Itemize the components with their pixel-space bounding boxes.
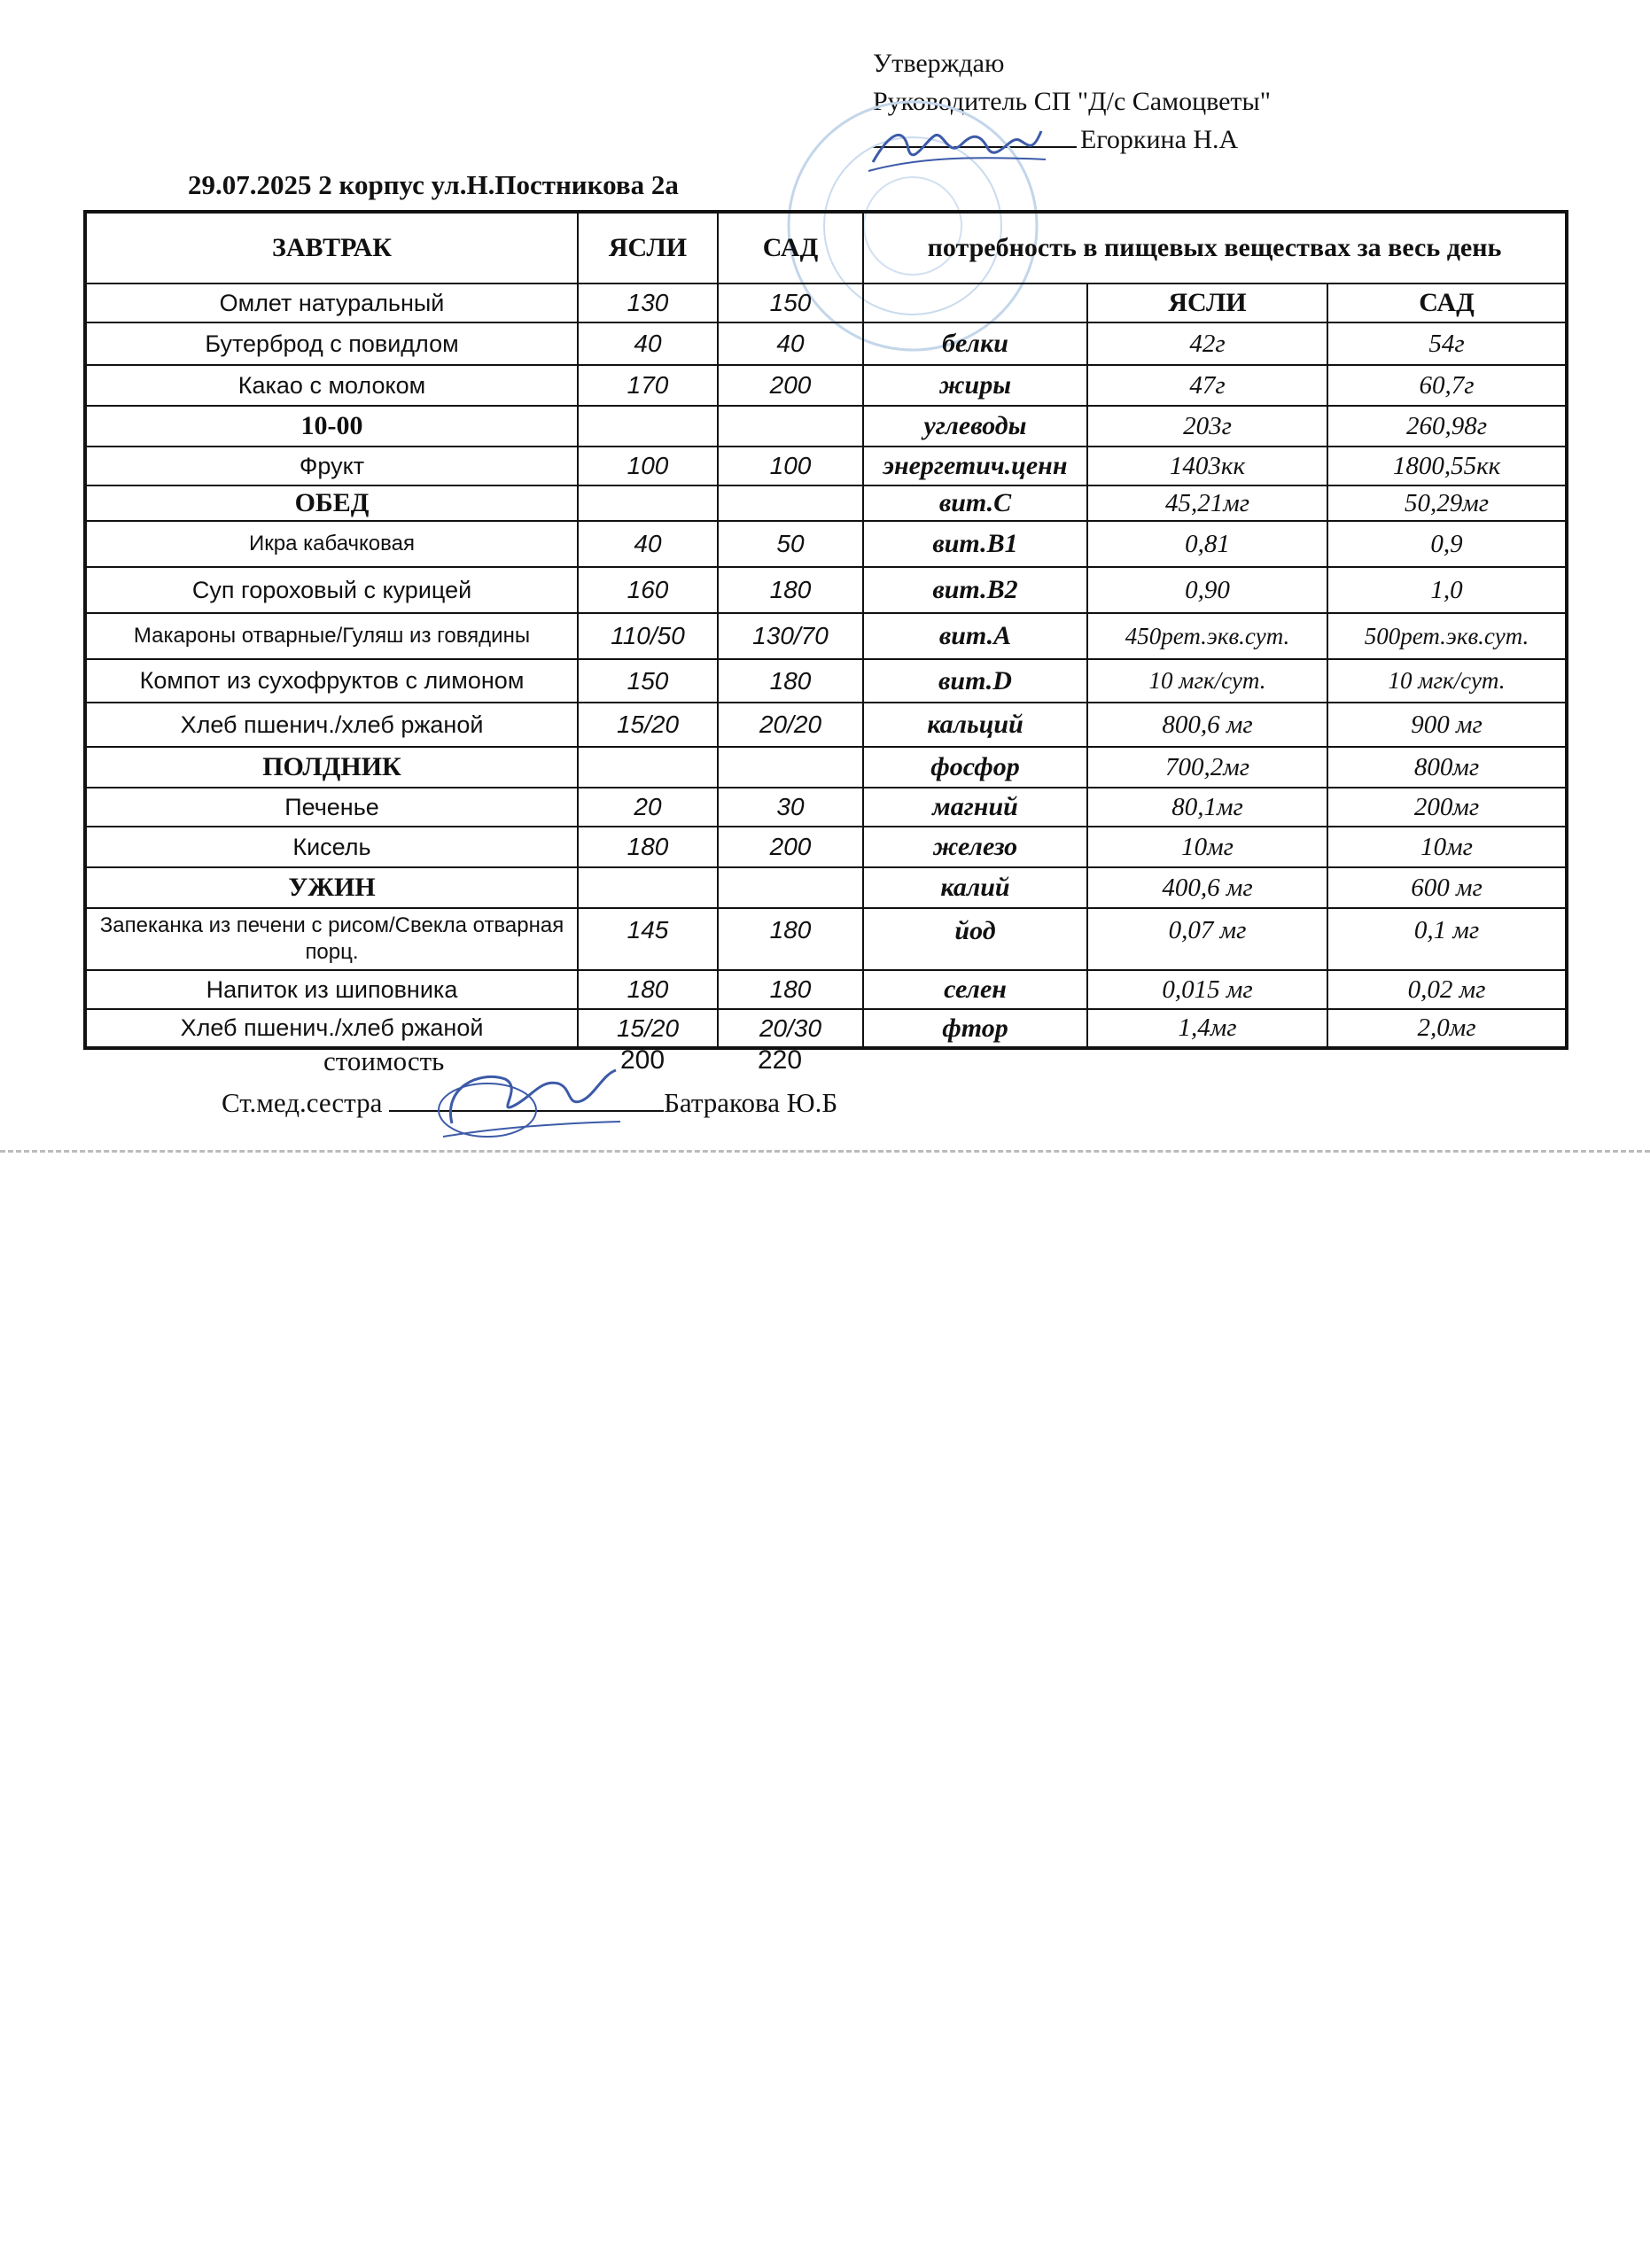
approver-name: Егоркина Н.А: [1080, 125, 1239, 154]
portion-sad: [718, 747, 863, 788]
nutrient-name: йод: [863, 908, 1087, 970]
dish-name: Компот из сухофруктов с лимоном: [85, 659, 578, 703]
portion-sad: [718, 867, 863, 908]
table-row: [85, 284, 1567, 322]
nutrient-sad: 0,02 мг: [1327, 970, 1567, 1009]
nurse-signature: [425, 1052, 629, 1150]
portion-yasli: 145: [578, 908, 718, 970]
nutrient-sad: 2,0мг: [1327, 1009, 1567, 1048]
nutrient-header-yasli: ЯСЛИ: [1087, 284, 1327, 322]
nutrient-sad: 10мг: [1327, 827, 1567, 867]
approval-heading: Утверждаю: [873, 49, 1005, 78]
nutrient-name: вит.С: [863, 485, 1087, 521]
nutrient-yasli: 0,81: [1087, 521, 1327, 567]
nutrient-name: углеводы: [863, 406, 1087, 447]
portion-sad: 200: [718, 365, 863, 406]
table-row: [85, 659, 1567, 703]
table-row: [85, 322, 1567, 365]
nutrient-name: [863, 284, 1087, 322]
nutrient-sad: 1800,55кк: [1327, 447, 1567, 485]
nutrient-yasli: 10 мгк/сут.: [1087, 659, 1327, 703]
portion-yasli: [578, 485, 718, 521]
portion-yasli: 15/20: [578, 703, 718, 747]
cost-sad: 220: [758, 1045, 803, 1075]
nutrient-name: белки: [863, 322, 1087, 365]
nutrient-yasli: 700,2мг: [1087, 747, 1327, 788]
nutrient-sad: 10 мгк/сут.: [1327, 659, 1567, 703]
portion-yasli: 150: [578, 659, 718, 703]
menu-table: [83, 210, 1568, 1050]
portion-yasli: [578, 747, 718, 788]
portion-yasli: 180: [578, 970, 718, 1009]
table-row: [85, 788, 1567, 827]
nutrient-name: жиры: [863, 365, 1087, 406]
nutrient-yasli: 450рет.экв.сут.: [1087, 613, 1327, 659]
nutrient-name: магний: [863, 788, 1087, 827]
portion-sad: 150: [718, 284, 863, 322]
nurse-title: Ст.мед.сестра: [222, 1087, 383, 1118]
nutrient-name: вит.А: [863, 613, 1087, 659]
portion-sad: [718, 485, 863, 521]
nutrient-name: калий: [863, 867, 1087, 908]
header-breakfast: ЗАВТРАК: [85, 212, 578, 284]
portion-yasli: 100: [578, 447, 718, 485]
nutrient-sad: 50,29мг: [1327, 485, 1567, 521]
portion-yasli: 40: [578, 521, 718, 567]
nutrient-yasli: 800,6 мг: [1087, 703, 1327, 747]
nutrient-yasli: 80,1мг: [1087, 788, 1327, 827]
nutrient-yasli: 0,07 мг: [1087, 908, 1327, 970]
nutrient-name: селен: [863, 970, 1087, 1009]
nutrient-yasli: 400,6 мг: [1087, 867, 1327, 908]
table-row: [85, 613, 1567, 659]
section-label: ПОЛДНИК: [85, 747, 578, 788]
nutrient-name: фтор: [863, 1009, 1087, 1048]
nutrient-sad: 0,1 мг: [1327, 908, 1567, 970]
header-sad: САД: [718, 212, 863, 284]
portion-yasli: 170: [578, 365, 718, 406]
nutrient-yasli: 1,4мг: [1087, 1009, 1327, 1048]
nutrient-name: энергетич.ценн: [863, 447, 1087, 485]
portion-sad: 200: [718, 827, 863, 867]
nutrient-sad: 1,0: [1327, 567, 1567, 613]
dish-name: Запеканка из печени с рисом/Свекла отварная порц.: [85, 908, 578, 970]
nutrient-yasli: 10мг: [1087, 827, 1327, 867]
dish-name: Омлет натуральный: [85, 284, 578, 322]
nurse-name: Батракова Ю.Б: [664, 1087, 838, 1118]
table-row: [85, 867, 1567, 908]
portion-sad: 180: [718, 970, 863, 1009]
nutrient-name: вит.D: [863, 659, 1087, 703]
nutrient-sad: 500рет.экв.сут.: [1327, 613, 1567, 659]
table-row: [85, 970, 1567, 1009]
nutrient-name: вит.В2: [863, 567, 1087, 613]
portion-sad: 180: [718, 908, 863, 970]
portion-sad: 180: [718, 567, 863, 613]
portion-yasli: [578, 867, 718, 908]
cost-label: стоимость: [323, 1045, 445, 1076]
section-label: ОБЕД: [85, 485, 578, 521]
approval-position: Руководитель СП "Д/с Самоцветы": [873, 87, 1271, 116]
nutrient-yasli: 47г: [1087, 365, 1327, 406]
portion-yasli: 160: [578, 567, 718, 613]
portion-yasli: [578, 406, 718, 447]
nutrient-sad: 60,7г: [1327, 365, 1567, 406]
portion-yasli: 40: [578, 322, 718, 365]
director-signature: [864, 113, 1050, 184]
dish-name: Суп гороховый с курицей: [85, 567, 578, 613]
header-nutrients: потребность в пищевых веществах за весь день: [863, 212, 1567, 284]
nutrient-sad: 900 мг: [1327, 703, 1567, 747]
table-row: [85, 485, 1567, 521]
document-title: 29.07.2025 2 корпус ул.Н.Постникова 2а: [188, 169, 679, 200]
scan-divider: [0, 1150, 1650, 1153]
table-row: [85, 703, 1567, 747]
table-row: [85, 827, 1567, 867]
portion-sad: 30: [718, 788, 863, 827]
nutrient-sad: 200мг: [1327, 788, 1567, 827]
dish-name: Бутерброд с повидлом: [85, 322, 578, 365]
dish-name: Какао с молоком: [85, 365, 578, 406]
dish-name: Икра кабачковая: [85, 521, 578, 567]
table-row: [85, 365, 1567, 406]
table-row: [85, 521, 1567, 567]
nutrient-name: железо: [863, 827, 1087, 867]
portion-sad: 130/70: [718, 613, 863, 659]
dish-name: Печенье: [85, 788, 578, 827]
nutrient-yasli: 42г: [1087, 322, 1327, 365]
table-header-row: [85, 212, 1567, 284]
portion-yasli: 110/50: [578, 613, 718, 659]
portion-sad: 50: [718, 521, 863, 567]
portion-sad: 180: [718, 659, 863, 703]
header-yasli: ЯСЛИ: [578, 212, 718, 284]
portion-sad: 20/20: [718, 703, 863, 747]
table-row: [85, 406, 1567, 447]
nutrient-yasli: 0,90: [1087, 567, 1327, 613]
dish-name: Напиток из шиповника: [85, 970, 578, 1009]
nutrient-sad: 800мг: [1327, 747, 1567, 788]
nutrient-name: кальций: [863, 703, 1087, 747]
portion-yasli: 15/20: [578, 1009, 718, 1048]
dish-name: Хлеб пшенич./хлеб ржаной: [85, 703, 578, 747]
nutrient-header-sad: САД: [1327, 284, 1567, 322]
cost-yasli: 200: [620, 1045, 665, 1075]
nutrient-sad: 600 мг: [1327, 867, 1567, 908]
portion-sad: 20/30: [718, 1009, 863, 1048]
portion-sad: [718, 406, 863, 447]
table-row: [85, 567, 1567, 613]
portion-sad: 40: [718, 322, 863, 365]
table-row: [85, 1009, 1567, 1048]
dish-name: Макароны отварные/Гуляш из говядины: [85, 613, 578, 659]
portion-yasli: 180: [578, 827, 718, 867]
dish-name: Кисель: [85, 827, 578, 867]
section-label: 10-00: [85, 406, 578, 447]
nutrient-sad: 54г: [1327, 322, 1567, 365]
nutrient-yasli: 45,21мг: [1087, 485, 1327, 521]
portion-yasli: 130: [578, 284, 718, 322]
dish-name: Хлеб пшенич./хлеб ржаной: [85, 1009, 578, 1048]
dish-name: Фрукт: [85, 447, 578, 485]
nutrient-name: фосфор: [863, 747, 1087, 788]
nutrient-sad: 260,98г: [1327, 406, 1567, 447]
portion-yasli: 20: [578, 788, 718, 827]
table-row: [85, 908, 1567, 970]
nutrient-name: вит.В1: [863, 521, 1087, 567]
nutrient-sad: 0,9: [1327, 521, 1567, 567]
section-label: УЖИН: [85, 867, 578, 908]
nutrient-yasli: 0,015 мг: [1087, 970, 1327, 1009]
table-row: [85, 447, 1567, 485]
nutrient-yasli: 203г: [1087, 406, 1327, 447]
table-row: [85, 747, 1567, 788]
nutrient-yasli: 1403кк: [1087, 447, 1327, 485]
portion-sad: 100: [718, 447, 863, 485]
